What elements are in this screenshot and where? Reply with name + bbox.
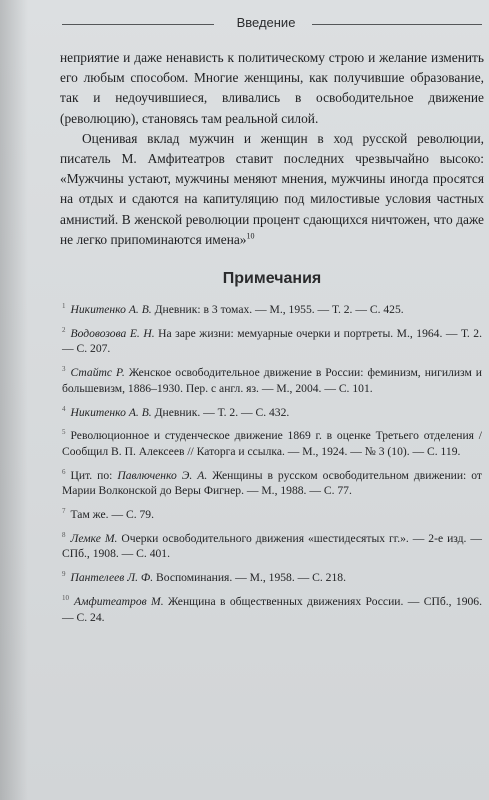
note-item <box>62 326 482 357</box>
note-text: Женщины в русском освободительном движении: от Марии Волконской до Веры Фигнер. — М., 1988. — С. 77. <box>62 468 482 498</box>
note-author: Лемке М. <box>70 531 118 545</box>
running-header <box>56 14 476 34</box>
note-item <box>62 428 482 459</box>
note-number: 5 <box>62 428 66 437</box>
note-item <box>62 405 482 421</box>
note-number: 3 <box>62 365 66 374</box>
note-author: Пантелеев Л. Ф. <box>70 571 154 585</box>
body-paragraph-text: Оценивая вклад мужчин и женщин в ход русской революции, писатель М. Амфитеатров ставит последних чрезвычайно высоко: «Мужчины устают, мужчины меняют мнения, мужчины иногда просятся на отдых и сдаются на капитуляцию под милостивые условия частных амнистий. В женской революции процент сдающихся ничтожен, что даже не легко припоминаются имена» <box>60 130 484 247</box>
note-number: 2 <box>62 325 66 334</box>
note-text: Дневник. — Т. 2. — С. 432. <box>154 405 290 419</box>
note-text: Революционное и студенческое движение 1869 г. в оценке Третьего отделения / Сообщил В. П. Алексеев // Каторга и ссылка. — М., 1924. — № 3 (10). — С. 119. <box>62 429 482 458</box>
note-author: Павлюченко Э. А. <box>117 468 208 482</box>
note-text: Женщина в общественных движениях России. — СПб., 1906. — С. 24. <box>62 595 482 624</box>
note-number: 1 <box>62 302 66 311</box>
note-text: Очерки освободительного движения «шестидесятых гг.». — 2-е изд. — СПб., 1908. — С. 401. <box>62 531 482 561</box>
note-author: Никитенко А. В. <box>70 303 152 316</box>
note-text: Женское освободительное движение в России: феминизм, нигилизм и большевизм, 1886–1930. Пер. с англ. яз. — М., 2004. — С. 101. <box>62 366 483 395</box>
note-text: На заре жизни: мемуарные очерки и портреты. М., 1964. — Т. 2. — С. 207. <box>62 326 482 356</box>
note-text: Там же. — С. 79. <box>70 508 154 522</box>
note-item <box>62 531 482 562</box>
note-author: Амфитеатров М. <box>74 595 164 608</box>
note-text: Воспоминания. — М., 1958. — С. 218. <box>156 571 346 585</box>
footnote-ref: 10 <box>246 231 255 241</box>
note-author: Никитенко А. В. <box>70 405 152 419</box>
note-number: 4 <box>62 404 66 413</box>
note-item <box>62 468 482 499</box>
note-item <box>62 570 482 586</box>
body-paragraph <box>60 129 484 250</box>
header-rule-left <box>62 24 214 25</box>
running-header-title: Введение <box>236 15 296 30</box>
notes-heading: Примечания <box>222 270 322 287</box>
note-item <box>62 365 482 396</box>
notes-list <box>62 302 482 633</box>
header-rule-right <box>312 24 482 25</box>
note-item <box>62 594 482 625</box>
note-number: 8 <box>62 530 66 539</box>
note-prefix: Цит. по: <box>70 468 118 482</box>
body-paragraph: неприятие и даже ненависть к политическому строю и желание изменить его любым способом. Многие женщины, как получившие образование, так и недоучившиеся, вливались в освободительное движение (революцию), становясь там реальной силой. <box>60 50 484 126</box>
note-item <box>62 302 482 318</box>
main-text <box>60 48 484 250</box>
note-number: 7 <box>62 507 66 516</box>
note-item <box>62 507 482 523</box>
note-author: Стайтс Р. <box>70 366 125 380</box>
note-number: 10 <box>62 594 69 603</box>
note-number: 9 <box>62 570 66 579</box>
note-text: Дневник: в 3 томах. — М., 1955. — Т. 2. — С. 425. <box>154 303 404 316</box>
note-author: Водовозова Е. Н. <box>70 326 155 340</box>
note-number: 6 <box>62 467 66 476</box>
